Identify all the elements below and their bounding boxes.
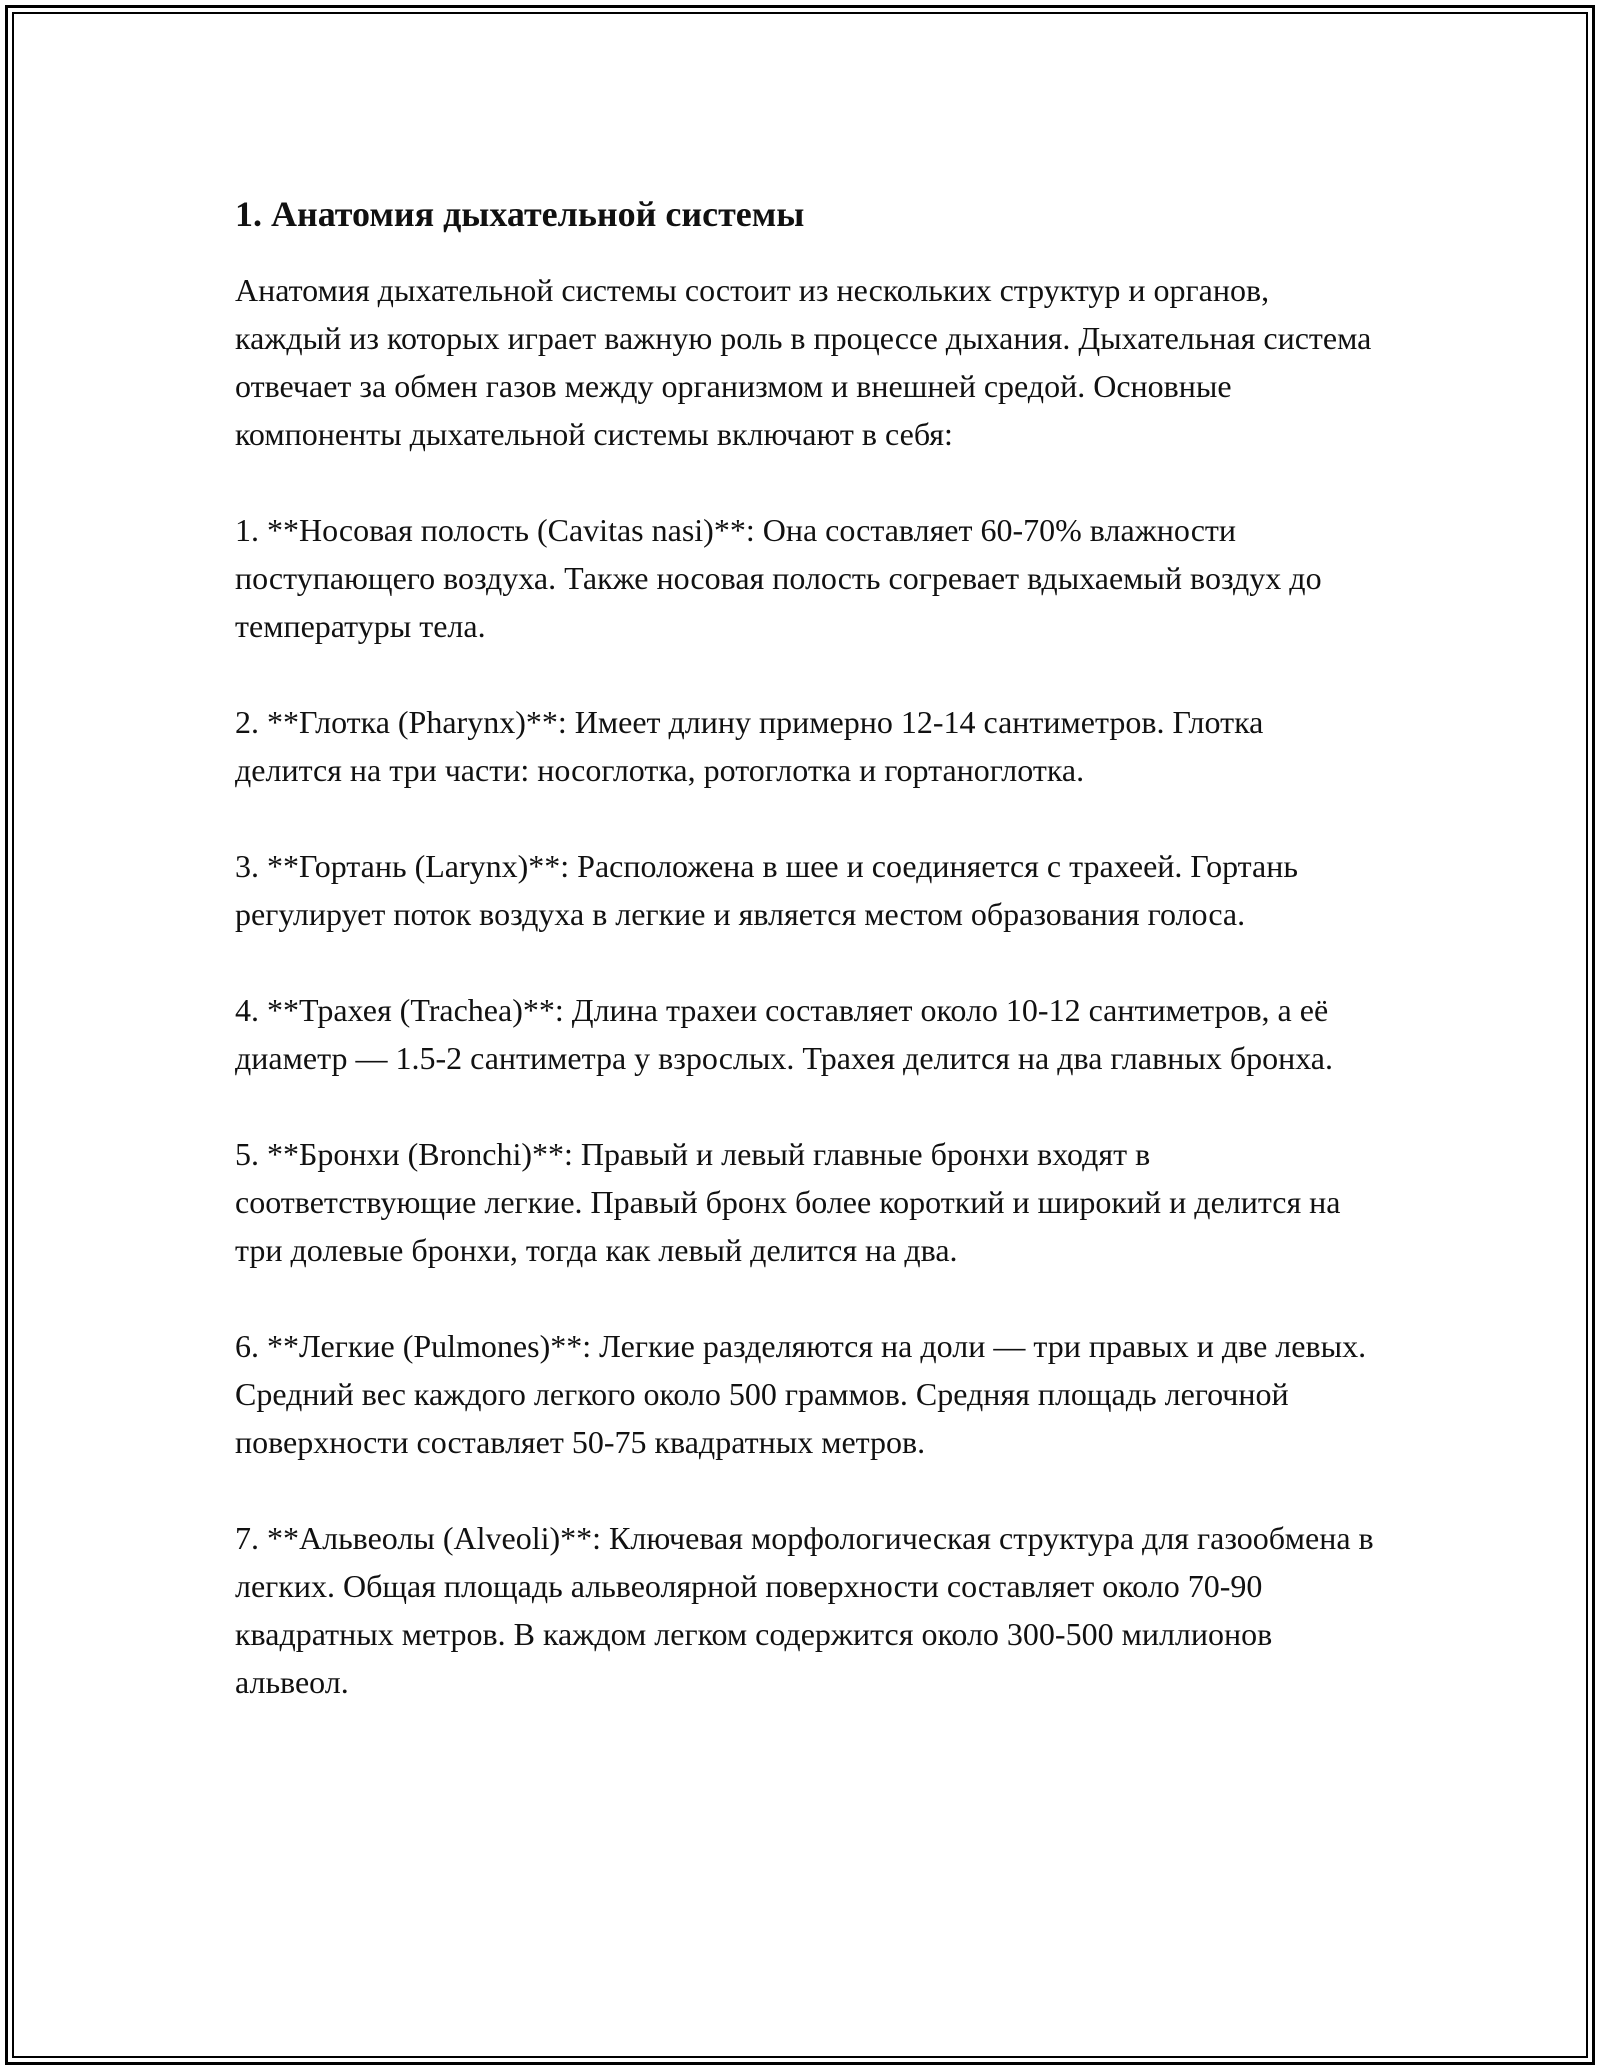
list-item-lungs: 6. **Легкие (Pulmones)**: Легкие разделяются на доли — три правых и две левых. Средний вес каждого легкого около 500 граммов. Средняя площадь легочной поверхности составляет 50-75 квадратных метров. xyxy=(235,1328,1367,1460)
document-body xyxy=(235,190,1375,1754)
intro-paragraph: Анатомия дыхательной системы состоит из нескольких структур и органов, каждый из которых играет важную роль в процессе дыхания. Дыхательная система отвечает за обмен газов между организмом и внешней средой. Основные компоненты дыхательной системы включают в себя: xyxy=(235,272,1372,452)
list-item-bronchi: 5. **Бронхи (Bronchi)**: Правый и левый главные бронхи входят в соответствующие легкие. Правый бронх более короткий и широкий и делится на три долевые бронхи, тогда как левый делится на два. xyxy=(235,1136,1341,1268)
list-item-larynx: 3. **Гортань (Larynx)**: Расположена в шее и соединяется с трахеей. Гортань регулирует поток воздуха в легкие и является местом образования голоса. xyxy=(235,848,1298,932)
list-item-pharynx: 2. **Глотка (Pharynx)**: Имеет длину примерно 12-14 сантиметров. Глотка делится на три части: носоглотка, ротоглотка и гортаноглотка. xyxy=(235,704,1264,788)
section-heading: 1. Анатомия дыхательной системы xyxy=(235,194,805,234)
list-item-trachea: 4. **Трахея (Trachea)**: Длина трахеи составляет около 10-12 сантиметров, а её диаметр — 1.5-2 сантиметра у взрослых. Трахея делится на два главных бронха. xyxy=(235,992,1333,1076)
list-item-alveoli: 7. **Альвеолы (Alveoli)**: Ключевая морфологическая структура для газообмена в легких. Общая площадь альвеолярной поверхности составляет около 70-90 квадратных метров. В каждом легком содержится около 300-500 миллионов альвеол. xyxy=(235,1520,1374,1700)
list-item-nasal-cavity: 1. **Носовая полость (Cavitas nasi)**: Она составляет 60-70% влажности поступающего воздуха. Также носовая полость согревает вдыхаемый воздух до температуры тела. xyxy=(235,512,1322,644)
